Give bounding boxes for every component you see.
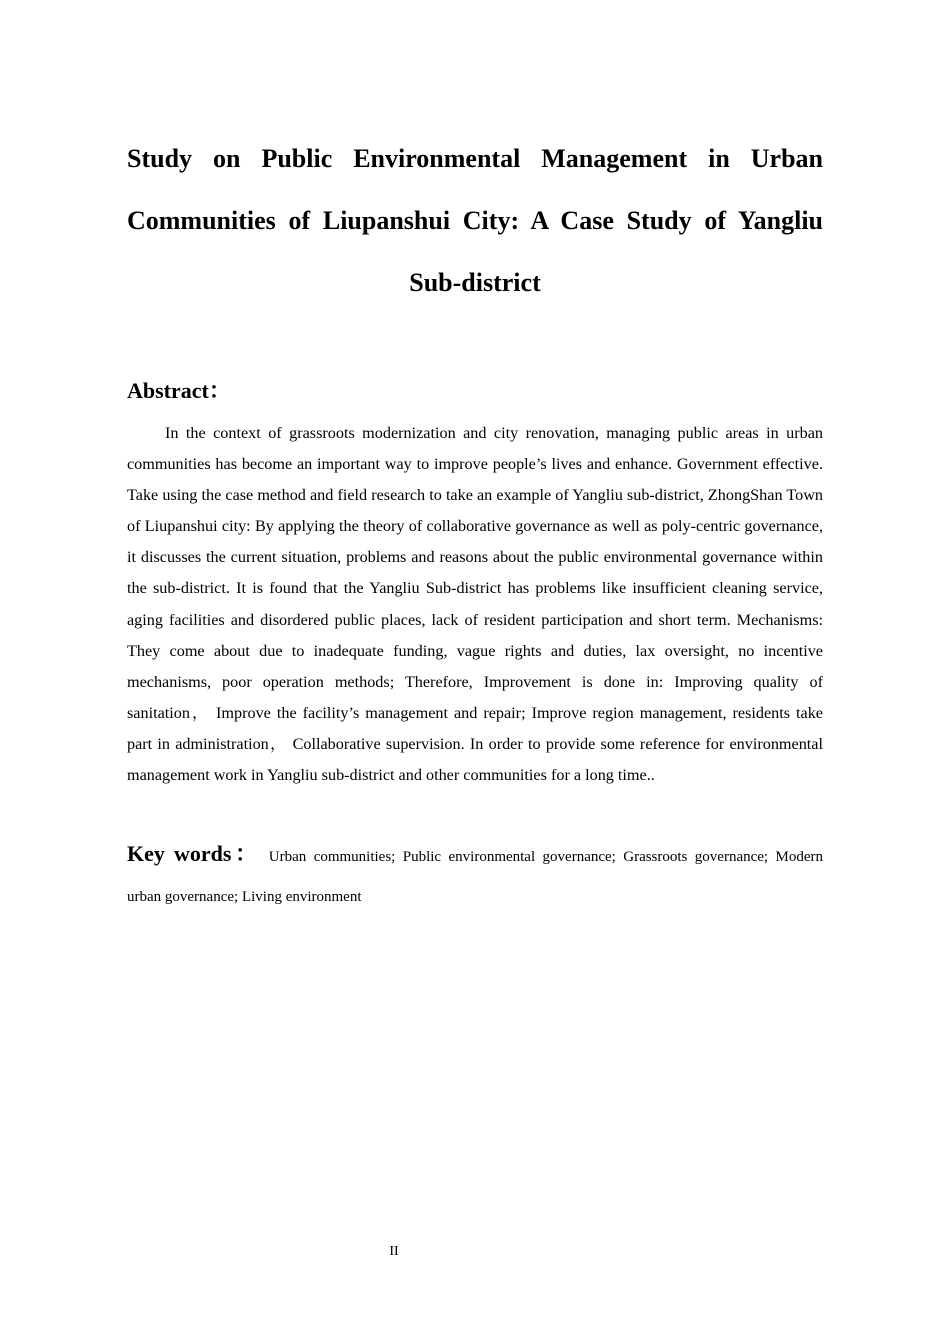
paper-title: Study on Public Environmental Management in Urban Communities of Liupanshui City: A Case Study of Yangliu Sub-district xyxy=(127,144,823,297)
abstract-heading: Abstract： xyxy=(127,378,231,403)
page-number: II xyxy=(389,1244,399,1259)
keywords-paragraph xyxy=(127,834,823,917)
keywords-label: Key words： xyxy=(127,841,261,866)
abstract-body: In the context of grassroots modernization and city renovation, managing public areas in urban communities has become an important way to improve people’s lives and enhance. Government effective. Take using the case method and field research to take an example of Yangliu sub-district, ZhongShan Town of Liupanshui city: By applying the theory of collaborative governance as well as poly-centric governance, it discusses the current situation, problems and reasons about the public environmental governance within the sub-district. It is found that the Yangliu Sub-district has problems like insufficient cleaning service, aging facilities and disordered public places, lack of resident participation and short term. Mechanisms: They come about due to inadequate funding, vague rights and duties, lax oversight, no incentive mechanisms, poor operation methods; Therefore, Improvement is done in: Improving quality of sanitation， Improve the facility’s management and repair; Improve region management, residents take part in administration， Collaborative supervision. In order to provide some reference for environmental management work in Yangliu sub-district and other communities for a long time.. xyxy=(127,424,823,785)
keywords-text: Urban communities; Public environmental governance; Grassroots governance; Modern urban governance; Living environment xyxy=(127,849,823,905)
